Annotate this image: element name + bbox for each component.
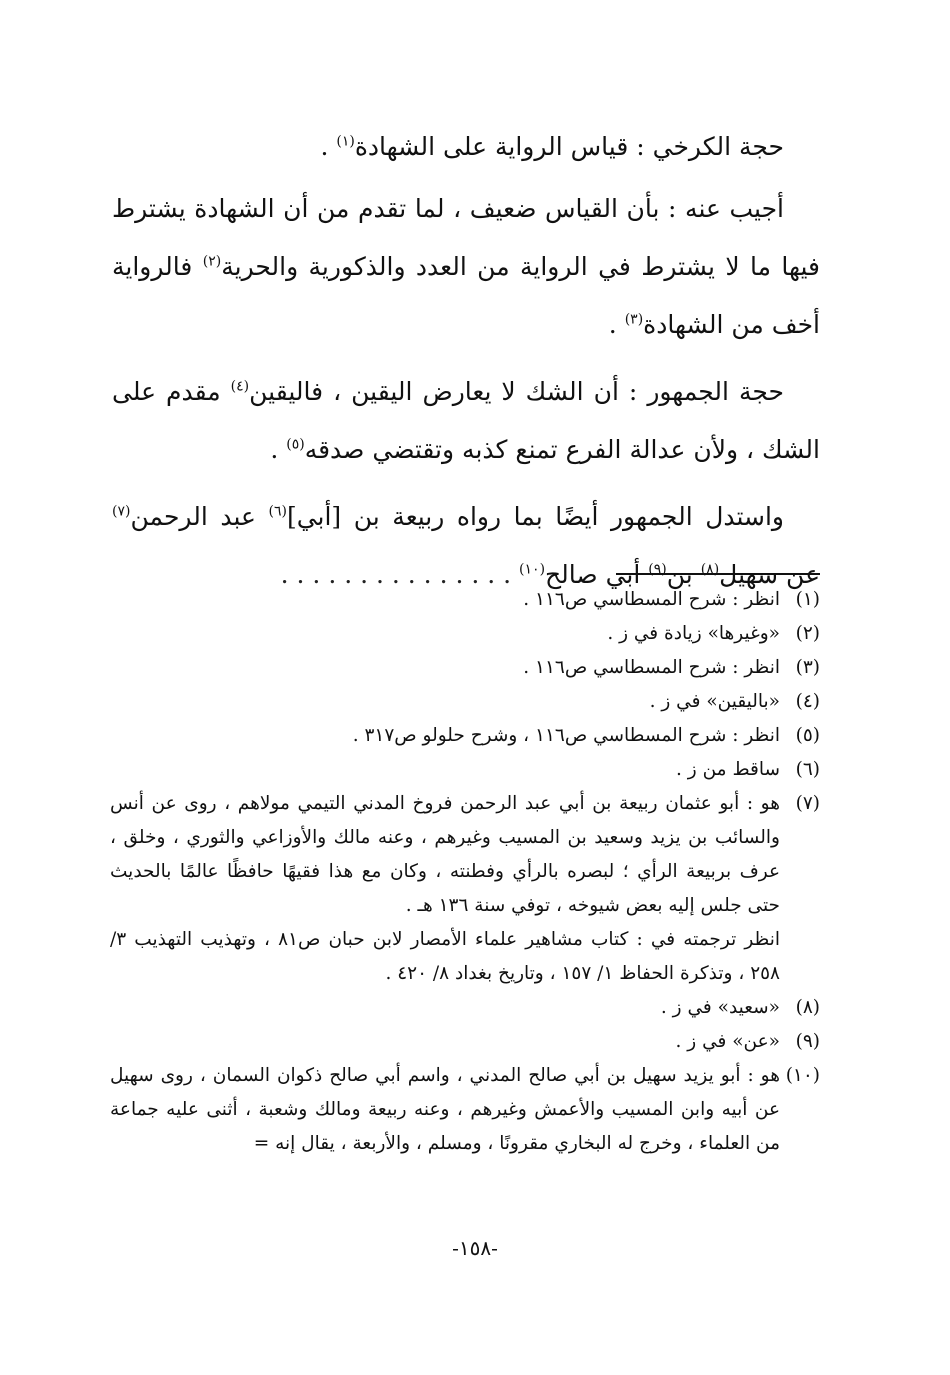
footnote-number: (٤) [795, 691, 820, 712]
footnote-7 [110, 787, 820, 991]
footnote-text: انظر : شرح المسطاسي ص١١٦ . [523, 589, 780, 610]
footnote-ref-3[interactable]: (٣) [624, 311, 644, 328]
paragraph-text: عبد الرحمن [130, 502, 269, 531]
footnote-body [110, 991, 780, 1025]
footnote-body [110, 1025, 780, 1059]
paragraph-text: فالرواية أخف من الشهادة [112, 252, 820, 339]
footnote-number: (٧) [795, 793, 820, 814]
footnote-text: هو : أبو عثمان ربيعة بن أبي عبد الرحمن فروخ المدني التيمي مولاهم ، روى عن أنس والسائب بن يزيد وسعيد بن المسيب وغيرهم ، وعنه مالك والأوزاعي والثوري ، وخلق ، عرف بربيعة الرأي ؛ لبصره بالرأي وفطنته ، وكان مع هذا فقيهًا حافظًا عالمًا بالحديث حتى جلس إليه بعض شيوخه ، توفي سنة ١٣٦ هـ . [110, 793, 780, 916]
footnote-ref-6[interactable]: (٦) [268, 503, 287, 520]
paragraph-response [112, 180, 820, 354]
footnote-body [110, 651, 780, 685]
footnote-text: «سعيد» في ز . [660, 997, 780, 1018]
footnote-body [110, 617, 780, 651]
footnote-ref-9[interactable]: (٩) [648, 561, 667, 578]
footnote-text: ساقط من ز . [676, 759, 780, 780]
footnote-9 [110, 1025, 820, 1059]
paragraph-text: أبي صالح [545, 560, 649, 589]
footnote-1 [110, 583, 820, 617]
footnote-number: (٩) [795, 1031, 820, 1052]
paragraph-text: واستدل الجمهور أيضًا بما رواه ربيعة بن [أبي] [286, 502, 784, 531]
footnote-ref-1[interactable]: (١) [336, 133, 355, 150]
footnote-body [110, 583, 780, 617]
footnote-separator [616, 573, 820, 575]
footnote-ref-10[interactable]: (١٠) [519, 561, 546, 578]
paragraph-text: مقدم على الشك ، ولأن عدالة الفرع تمنع كذبه وتقتضي صدقه [112, 377, 820, 464]
paragraph-text: أجيب عنه : بأن القياس ضعيف ، لما تقدم من أن الشهادة يشترط فيها ما لا يشترط في الرواية من العدد والذكورية والحرية [112, 194, 821, 281]
paragraph-text: بن [666, 560, 701, 589]
paragraph-text: عن سهيل [719, 560, 820, 589]
footnote-body [110, 1059, 780, 1161]
paragraph-tail: . [320, 132, 337, 161]
footnote-body [110, 753, 780, 787]
footnote-ref-8[interactable]: (٨) [700, 561, 720, 578]
footnote-text: انظر ترجمته في : كتاب مشاهير علماء الأمصار لابن حبان ص٨١ ، وتهذيب التهذيب ٣/ ٢٥٨ ، وتذكرة الحفاظ ١/ ١٥٧ ، وتاريخ بغداد ٨/ ٤٢٠ . [110, 929, 780, 984]
footnote-2 [110, 617, 820, 651]
footnote-3 [110, 651, 820, 685]
footnote-10 [110, 1059, 820, 1161]
footnote-text: «باليقين» في ز . [649, 691, 780, 712]
footnote-number: (٨) [795, 997, 820, 1018]
continuation-dots: . . . . . . . . . . . . . . . [280, 560, 520, 589]
paragraph-text: حجة الكرخي : قياس الرواية على الشهادة [354, 132, 784, 161]
paragraph-tail: . [608, 310, 625, 339]
footnote-number: (١٠) [785, 1065, 820, 1086]
footnote-number: (١) [795, 589, 820, 610]
footnote-8 [110, 991, 820, 1025]
paragraph-karkhi-argument [112, 118, 820, 176]
footnote-ref-7[interactable]: (٧) [112, 503, 131, 520]
footnote-text: هو : أبو يزيد سهيل بن أبي صالح المدني ، واسم أبي صالح ذكوان السمان ، روى سهيل عن أبيه وابن المسيب والأعمش وغيرهم ، وعنه ربيعة ومالك وشعبة ، أثنى عليه جماعة من العلماء ، وخرج له البخاري مقرونًا ، ومسلم ، والأربعة ، يقال إنه = [110, 1065, 780, 1154]
paragraph-text: حجة الجمهور : أن الشك لا يعارض اليقين ، فاليقين [249, 377, 784, 406]
footnote-body [110, 685, 780, 719]
footnote-ref-2[interactable]: (٢) [202, 253, 222, 270]
footnote-body [110, 787, 780, 991]
paragraph-majority-argument [112, 363, 820, 479]
footnote-number: (٦) [795, 759, 820, 780]
footnote-text: انظر : شرح المسطاسي ص١١٦ ، وشرح حلولو ص٣١٧ . [352, 725, 780, 746]
footnote-text: انظر : شرح المسطاسي ص١١٦ . [523, 657, 780, 678]
footnote-ref-4[interactable]: (٤) [230, 378, 250, 395]
footnote-number: (٥) [795, 725, 820, 746]
footnote-text: «عن» في ز . [675, 1031, 780, 1052]
footnote-6 [110, 753, 820, 787]
footnote-5 [110, 719, 820, 753]
footnotes-list [110, 583, 820, 1161]
footnote-number: (٣) [795, 657, 820, 678]
footnote-body [110, 719, 780, 753]
main-text [112, 118, 820, 613]
footnote-text: «وغيرها» زيادة في ز . [607, 623, 780, 644]
footnote-ref-5[interactable]: (٥) [286, 436, 305, 453]
footnote-4 [110, 685, 820, 719]
page-number: -١٥٨- [452, 1236, 498, 1260]
paragraph-tail: . [270, 435, 287, 464]
footnote-number: (٢) [795, 623, 820, 644]
